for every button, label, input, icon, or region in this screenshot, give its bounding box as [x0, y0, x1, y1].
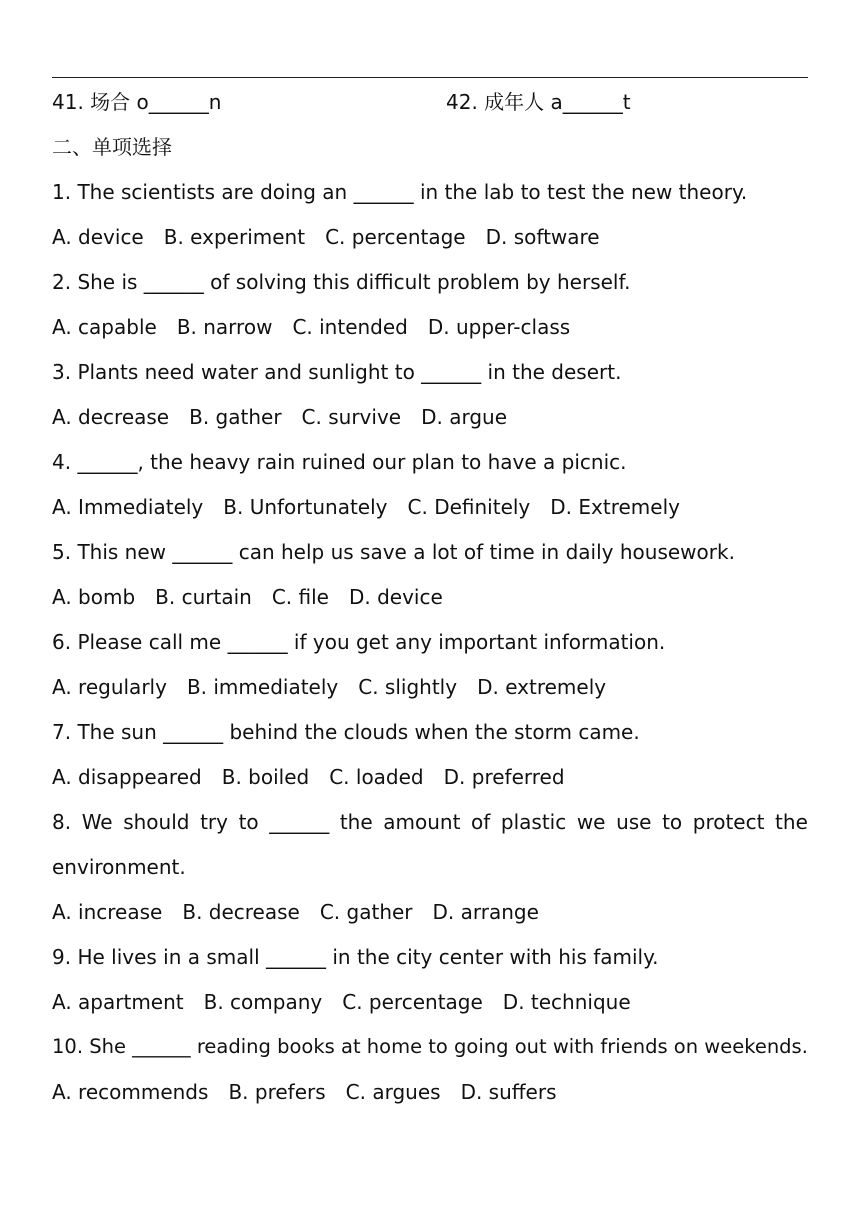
- option-c: C. slightly: [358, 675, 458, 699]
- stem-word: try: [200, 810, 228, 834]
- option-c: C. Definitely: [407, 495, 531, 519]
- question-stem-9: 9. He lives in a small ______ in the city center with his family.: [52, 945, 659, 969]
- question-options-5: [52, 583, 808, 611]
- option-c: C. percentage: [325, 225, 466, 249]
- option-a: A. capable: [52, 315, 157, 339]
- option-a: A. Immediately: [52, 495, 204, 519]
- option-a: A. increase: [52, 900, 163, 924]
- stem-word: the: [339, 810, 373, 834]
- option-a: A. disappeared: [52, 765, 202, 789]
- option-d: D. technique: [502, 990, 631, 1014]
- question-stem-2: 2. She is ______ of solving this difficult problem by herself.: [52, 270, 631, 294]
- option-b: B. narrow: [176, 315, 273, 339]
- question-options-10: [52, 1078, 808, 1106]
- option-d: D. software: [485, 225, 600, 249]
- option-c: C. survive: [301, 405, 402, 429]
- question-options-1: [52, 223, 808, 251]
- stem-word: we: [576, 810, 606, 834]
- option-c: C. gather: [319, 900, 413, 924]
- option-b: B. company: [203, 990, 323, 1014]
- question-options-7: [52, 763, 808, 791]
- stem-word: use: [616, 810, 652, 834]
- question-stem-1: 1. The scientists are doing an ______ in the lab to test the new theory.: [52, 180, 748, 204]
- section-title: 二、单项选择: [52, 135, 172, 159]
- option-a: A. recommends: [52, 1080, 209, 1104]
- option-c: C. file: [271, 585, 329, 609]
- stem-word: amount: [383, 810, 461, 834]
- question-options-4: [52, 493, 808, 521]
- option-d: D. preferred: [443, 765, 565, 789]
- question-options-2: [52, 313, 808, 341]
- question-stem-8-line2: environment.: [52, 855, 186, 879]
- option-a: A. apartment: [52, 990, 184, 1014]
- question-stem-8-line1: [52, 808, 808, 836]
- option-b: B. experiment: [163, 225, 306, 249]
- option-b: B. immediately: [186, 675, 339, 699]
- question-options-8: [52, 898, 808, 926]
- option-c: C. argues: [345, 1080, 441, 1104]
- stem-word: to: [662, 810, 683, 834]
- stem-word: plastic: [500, 810, 567, 834]
- option-a: A. device: [52, 225, 144, 249]
- option-c: C. percentage: [342, 990, 483, 1014]
- option-d: D. device: [348, 585, 443, 609]
- question-stem-10: 10. She ______ reading books at home to going out with friends on weekends.: [52, 1035, 808, 1058]
- option-d: D. Extremely: [550, 495, 680, 519]
- option-d: D. arrange: [432, 900, 539, 924]
- question-stem-3: 3. Plants need water and sunlight to ______ in the desert.: [52, 360, 622, 384]
- question-stem-6: 6. Please call me ______ if you get any important information.: [52, 630, 666, 654]
- option-b: B. prefers: [228, 1080, 326, 1104]
- option-a: A. bomb: [52, 585, 136, 609]
- stem-word: to: [238, 810, 259, 834]
- option-b: B. gather: [189, 405, 282, 429]
- stem-word: 8.: [52, 810, 72, 834]
- stem-blank: ______: [269, 810, 330, 834]
- stem-word: protect: [692, 810, 765, 834]
- option-c: C. loaded: [329, 765, 424, 789]
- question-options-9: [52, 988, 808, 1016]
- option-a: A. decrease: [52, 405, 170, 429]
- question-stem-4: 4. ______, the heavy rain ruined our plan to have a picnic.: [52, 450, 627, 474]
- stem-word: We: [81, 810, 113, 834]
- option-b: B. Unfortunately: [223, 495, 388, 519]
- option-b: B. boiled: [221, 765, 310, 789]
- option-d: D. extremely: [477, 675, 607, 699]
- stem-word: the: [775, 810, 808, 834]
- option-a: A. regularly: [52, 675, 167, 699]
- option-b: B. curtain: [155, 585, 252, 609]
- header-rule: [52, 77, 808, 78]
- vocab-item-41: 41. 场合 o______n: [52, 90, 222, 114]
- stem-word: of: [471, 810, 491, 834]
- option-b: B. decrease: [182, 900, 300, 924]
- question-stem-7: 7. The sun ______ behind the clouds when the storm came.: [52, 720, 640, 744]
- option-d: D. suffers: [460, 1080, 557, 1104]
- vocab-item-42: 42. 成年人 a______t: [446, 90, 631, 114]
- option-d: D. upper-class: [427, 315, 571, 339]
- question-options-6: [52, 673, 808, 701]
- option-d: D. argue: [421, 405, 507, 429]
- stem-word: should: [123, 810, 190, 834]
- question-options-3: [52, 403, 808, 431]
- option-c: C. intended: [292, 315, 408, 339]
- question-stem-5: 5. This new ______ can help us save a lot of time in daily housework.: [52, 540, 735, 564]
